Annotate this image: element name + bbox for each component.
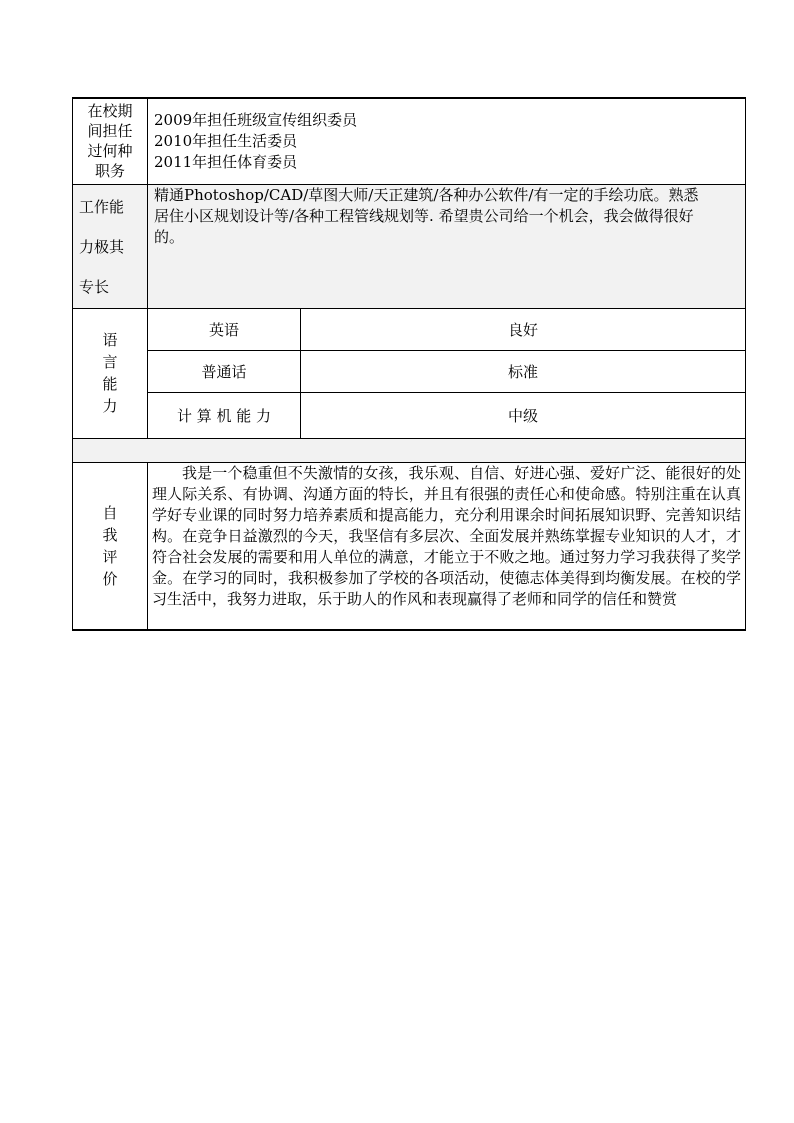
self-eval-row — [73, 462, 746, 630]
duty-item: 2010年担任生活委员 — [154, 131, 298, 150]
language-name: 普通话 — [148, 350, 301, 392]
duties-label-line: 职务 — [94, 162, 125, 181]
duties-label-line: 间担任 — [87, 122, 133, 141]
duty-item: 2009年担任班级宣传组织委员 — [154, 110, 358, 129]
duties-content — [148, 98, 746, 184]
computer-skill-level: 中级 — [301, 392, 746, 438]
resume-sheet — [72, 97, 745, 631]
skills-label — [73, 184, 148, 308]
language-row — [73, 350, 746, 392]
language-label-char: 言 — [102, 353, 118, 371]
language-name: 英语 — [148, 308, 301, 350]
skills-label-line: 专长 — [79, 277, 110, 296]
skills-row — [73, 184, 746, 308]
resume-table — [72, 97, 746, 631]
language-level: 良好 — [301, 308, 746, 350]
skills-label-line: 力极其 — [79, 237, 125, 256]
language-label-char: 能 — [102, 375, 118, 393]
self-eval-text: 我是一个稳重但不失激情的女孩，我乐观、自信、好进心强、爱好广泛、能很好的处理人际关系、有协调、沟通方面的特长，并且有很强的责任心和使命感。特别注重在认真学好专业课的同时努力培养素质和提高能力，充分利用课余时间拓展知识野、完善知识结构。在竞争日益激烈的今天，我坚信有多层次、全面发展并熟练掌握专业知识的人才，才符合社会发展的需要和用人单位的满意，才能立于不败之地。通过努力学习我获得了奖学金。在学习的同时，我积极参加了学校的各项活动，使德志体美得到均衡发展。在校的学习生活中，我努力进取，乐于助人的作风和表现赢得了老师和同学的信任和赞赏 — [148, 462, 746, 630]
skills-text-line: 精通Photoshop/CAD/草图大师/天正建筑/各种办公软件/有一定的手绘功底。熟悉 — [154, 185, 699, 204]
language-row — [73, 308, 746, 350]
duties-label-line: 过何种 — [87, 142, 133, 161]
self-eval-label-char: 自 — [102, 503, 118, 522]
self-eval-label — [73, 462, 148, 630]
skills-label-line: 工作能 — [79, 197, 125, 216]
computer-skill-name: 计 算 机 能 力 — [148, 392, 301, 438]
language-label-char: 语 — [102, 331, 118, 349]
spacer-cell — [73, 438, 746, 462]
language-label-char: 力 — [102, 397, 118, 415]
skills-text-line: 的。 — [154, 227, 185, 246]
duties-row — [73, 98, 746, 184]
skills-text-line: 居住小区规划设计等/各种工程管线规划等. 希望贵公司给一个机会，我会做得很好 — [154, 206, 694, 225]
self-eval-label-char: 价 — [102, 569, 118, 588]
self-eval-label-char: 评 — [102, 547, 118, 566]
duties-label — [73, 98, 148, 184]
skills-content — [148, 184, 746, 308]
spacer-row — [73, 438, 746, 462]
duty-item: 2011年担任体育委员 — [154, 152, 298, 171]
self-eval-label-char: 我 — [102, 525, 118, 544]
language-label — [73, 308, 148, 438]
language-level: 标准 — [301, 350, 746, 392]
language-row — [73, 392, 746, 438]
duties-label-line: 在校期 — [87, 102, 133, 121]
